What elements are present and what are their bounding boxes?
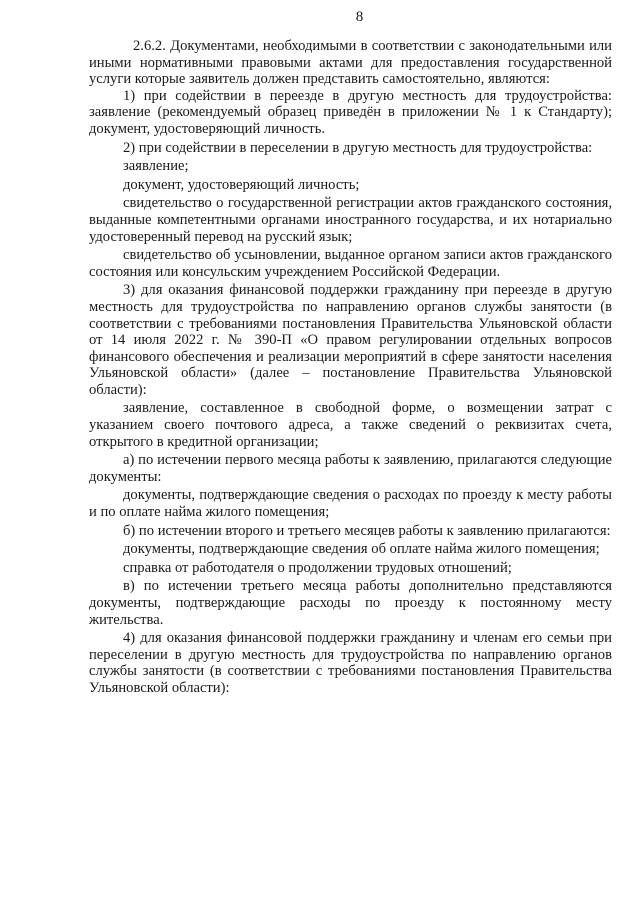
paragraph-2-6-2: 2.6.2. Документами, необходимыми в соответствии с законодательными или иными нормативными правовыми актами для предоставления государственной услуги которые заявитель должен представить самостоятельно, являются: (89, 38, 612, 88)
page-number: 8 (355, 9, 364, 25)
paragraph-subitem-v: в) по истечении третьего месяца работы дополнительно представляются документы, подтверждающие расходы по проезду к постоянному месту жительства. (89, 578, 612, 628)
paragraph-adoption-certificate: свидетельство об усыновлении, выданное органом записи актов гражданского состояния или консульским учреждением Российской Федерации. (89, 247, 612, 280)
paragraph-free-form-application: заявление, составленное в свободной форме, о возмещении затрат с указанием своего почтового адреса, а также сведений о реквизитах счета, открытого в кредитной организации; (89, 400, 612, 450)
paragraph-item-3: 3) для оказания финансовой поддержки гражданину при переезде в другую местность для трудоустройства по направлению органов службы занятости (в соответствии с требованиями постановления Правительства Ульяновской области от 14 июля 2022 г. № 390-П «О правом регулировании отдельных вопросов финансового обеспечения и реализации мероприятий в сфере занятости населения Ульяновской области» (далее – постановление Правительства Ульяновской области): (89, 282, 612, 398)
paragraph-housing-payment-documents: документы, подтверждающие сведения об оплате найма жилого помещения; (123, 541, 600, 558)
paragraph-application: заявление; (123, 158, 189, 175)
paragraph-travel-expense-documents: документы, подтверждающие сведения о расходах по проезду к месту работы и по оплате найма жилого помещения; (89, 487, 612, 521)
paragraph-identity-document: документ, удостоверяющий личность; (123, 176, 360, 193)
paragraph-subitem-a: а) по истечении первого месяца работы к заявлению, прилагаются следующие документы: (89, 452, 612, 485)
paragraph-civil-registration-certificate: свидетельство о государственной регистрации актов гражданского состояния, выданные компетентными органами иностранного государства, и их нотариально удостоверенный перевод на русский язык; (89, 195, 612, 245)
paragraph-item-2: 2) при содействии в переселении в другую местность для трудоустройства: (123, 139, 593, 156)
paragraph-item-1: 1) при содействии в переезде в другую местность для трудоустройства: заявление (рекомендуемый образец приведён в приложении № 1 к Стандарту); документ, удостоверяющий личность. (89, 87, 612, 137)
paragraph-item-4: 4) для оказания финансовой поддержки гражданину и членам его семьи при переселении в другую местность для трудоустройства по направлению органов службы занятости (в соответствии с требованиями постановления Правительства Ульяновской области): (89, 630, 612, 696)
paragraph-employer-certificate: справка от работодателя о продолжении трудовых отношений; (123, 559, 512, 576)
paragraph-subitem-b: б) по истечении второго и третьего месяцев работы к заявлению прилагаются: (123, 522, 611, 539)
